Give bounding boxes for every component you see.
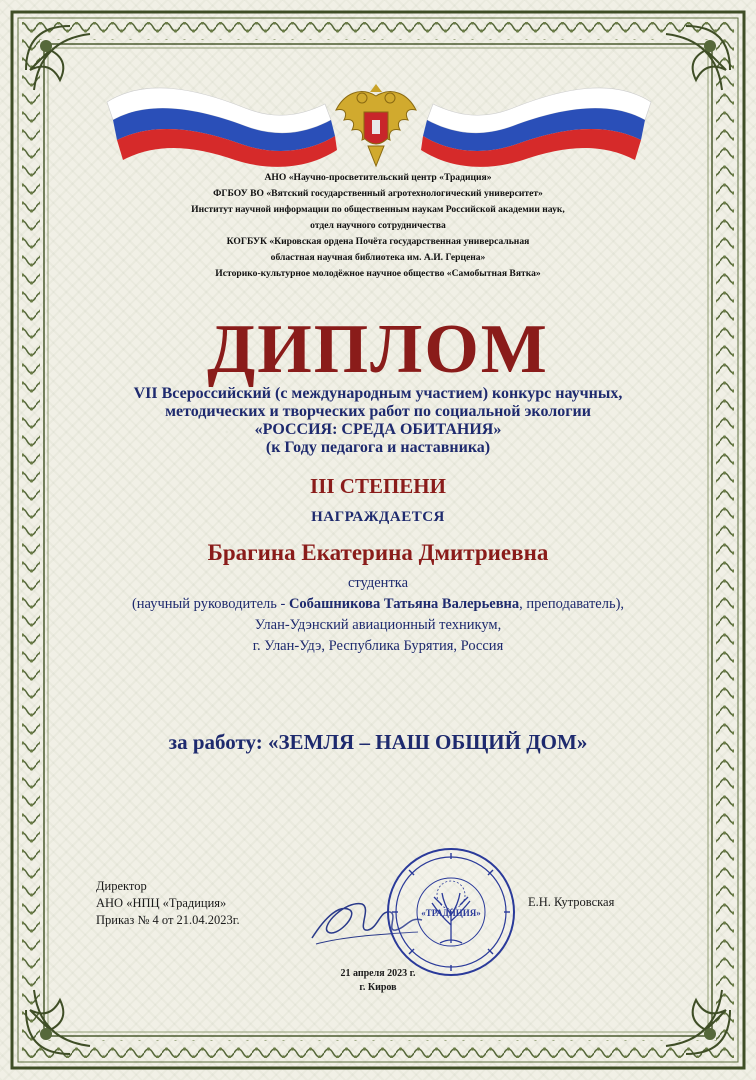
issue-city: г. Киров — [359, 982, 397, 993]
director-block — [96, 878, 240, 929]
issue-date: 21 апреля 2023 г. — [340, 968, 416, 979]
contest-line: VII Всероссийский (с международным участием) конкурс научных, — [133, 385, 623, 402]
organization-line: КОГБУК «Кировская ордена Почёта государственная универсальная — [226, 236, 530, 247]
recipient-info — [0, 573, 756, 657]
organization-line: АНО «Научно-просветительский центр «Традиция» — [264, 172, 492, 183]
date-city-block — [0, 967, 756, 995]
seal-center-text: «ТРАДИЦИЯ» — [421, 908, 481, 918]
organization-line: Институт научной информации по общественным наукам Российской академии наук, — [191, 204, 565, 215]
coat-of-arms-icon — [330, 76, 422, 172]
organization-line: областная научная библиотека им. А.И. Герцена» — [270, 252, 486, 263]
recipient-status: студентка — [347, 575, 409, 591]
awarded-label: НАГРАЖДАЕТСЯ — [311, 509, 445, 525]
organizations-block — [0, 170, 756, 282]
award-degree: III СТЕПЕНИ — [310, 474, 446, 498]
official-seal — [384, 845, 518, 979]
supervisor-suffix: , преподаватель), — [519, 596, 625, 612]
supervisor-name: Собашникова Татьяна Валерьевна — [288, 596, 520, 612]
director-order: Приказ № 4 от 21.04.2023г. — [96, 913, 240, 927]
diploma-title: ДИПЛОМ — [207, 311, 549, 388]
institution: Улан-Удэнский авиационный техникум, — [254, 617, 502, 633]
recipient-name: Брагина Екатерина Дмитриевна — [207, 540, 549, 565]
organization-line: ФГБОУ ВО «Вятский государственный агротехнологический университет» — [213, 188, 543, 199]
left-ribbon — [107, 88, 337, 167]
contest-line: «РОССИЯ: СРЕДА ОБИТАНИЯ» — [254, 421, 502, 438]
work-title: за работу: «ЗЕМЛЯ – НАШ ОБЩИЙ ДОМ» — [168, 730, 588, 754]
supervisor-line — [0, 594, 756, 615]
director-org: АНО «НПЦ «Традиция» — [96, 896, 227, 910]
contest-description — [0, 385, 756, 457]
right-ribbon — [421, 88, 651, 167]
director-name: Е.Н. Кутровская — [528, 895, 615, 909]
organization-line: отдел научного сотрудничества — [310, 220, 446, 231]
contest-line: (к Году педагога и наставника) — [265, 439, 491, 456]
supervisor-prefix: (научный руководитель - — [131, 596, 289, 612]
director-position: Директор — [96, 879, 147, 893]
organization-line: Историко-культурное молодёжное научное общество «Самобытная Вятка» — [215, 268, 541, 279]
location: г. Улан-Удэ, Республика Бурятия, Россия — [252, 638, 504, 654]
contest-line: методических и творческих работ по социальной экологии — [165, 403, 591, 420]
